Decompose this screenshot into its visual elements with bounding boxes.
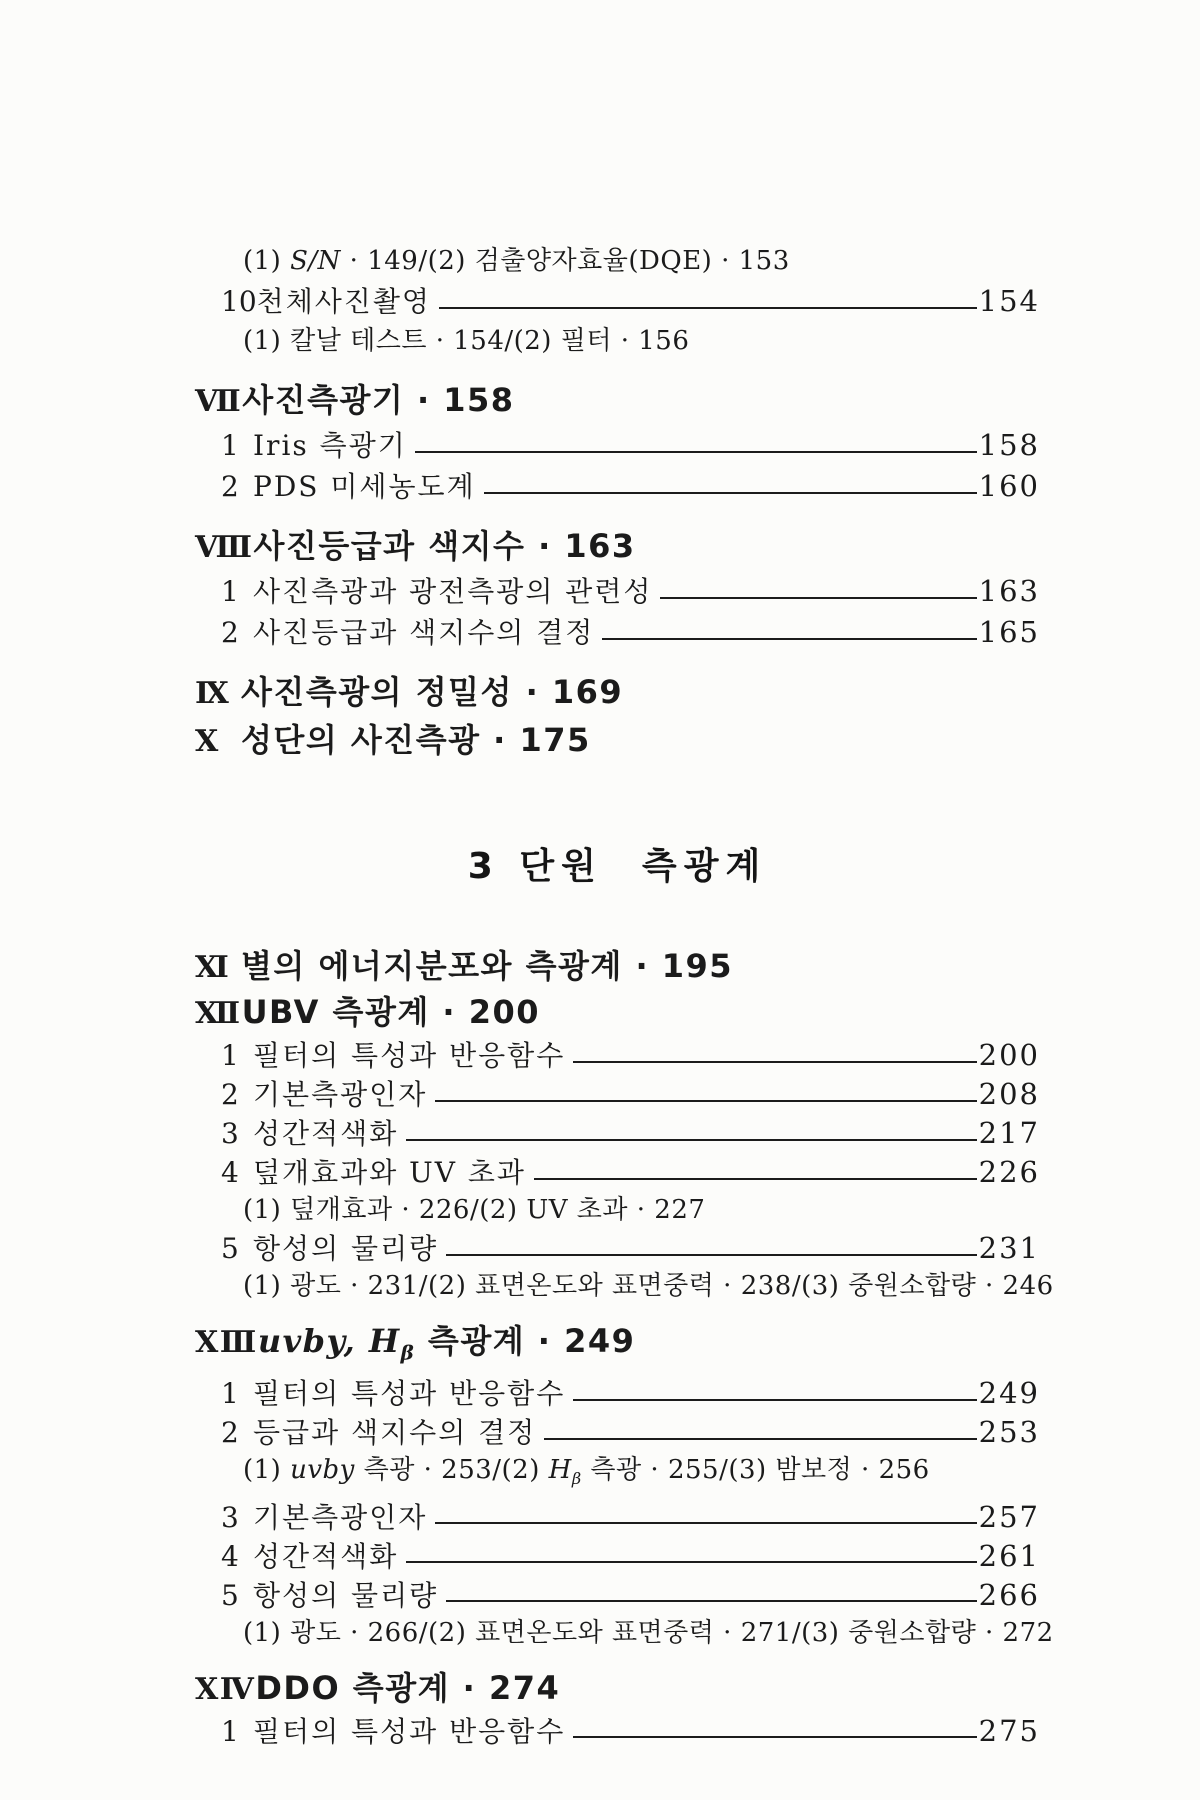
toc-chapter-row (195, 523, 1040, 571)
entry-title (254, 523, 636, 569)
toc-section-unit-3 (195, 930, 1054, 1751)
title-text: · 149/(2) 검출양자효율(DQE) · 153 (340, 246, 790, 276)
entry-title (243, 1615, 1054, 1652)
title-text: 필터의 특성과 반응함수 (253, 1377, 566, 1411)
entry-title (253, 572, 652, 612)
toc-item-row (221, 1537, 1040, 1576)
chapter-numeral: Ⅷ (195, 530, 254, 565)
toc-item-row (221, 1576, 1040, 1615)
leader-line (660, 597, 976, 599)
toc-item-row (221, 1712, 1040, 1751)
title-text: uvby (290, 1455, 355, 1486)
toc-item-row (221, 1498, 1040, 1537)
title-text: (1) 광도 · 266/(2) 표면온도와 표면중력 · 271/(3) 중원소합량 · 272 (243, 1617, 1054, 1648)
title-text: 성단의 사진측광 · 175 (241, 721, 591, 759)
toc-subitem-row (243, 1268, 1054, 1305)
chapter-numeral: Ⅸ (195, 676, 231, 711)
page-number: 275 (978, 1713, 1040, 1748)
toc-chapter-row (195, 377, 1040, 425)
leader-line (439, 307, 977, 309)
title-text: 덮개효과와 UV 초과 (253, 1156, 526, 1189)
item-number: 4 (221, 1539, 239, 1573)
item-number: 5 (221, 1232, 239, 1265)
toc-subitem-row (243, 1615, 1054, 1652)
unit-3-heading: 3 단원 측광계 (467, 846, 768, 887)
page-number: 253 (978, 1415, 1040, 1450)
page-number: 163 (978, 574, 1040, 608)
leader-line (406, 1139, 976, 1141)
toc-subitem-row (243, 242, 1040, 281)
title-text: (1) 칼날 테스트 · 154/(2) 필터 · 156 (243, 326, 690, 356)
title-text: 천체사진촬영 (256, 285, 431, 318)
entry-title (241, 717, 591, 763)
entry-title (253, 1499, 427, 1537)
page-number: 158 (978, 428, 1040, 462)
entry-title (253, 1230, 438, 1268)
toc-subitem-row (243, 322, 1040, 361)
title-text: (1) (243, 1455, 291, 1486)
page-number: 266 (978, 1577, 1040, 1612)
leader-line (446, 1600, 976, 1602)
toc-item-row (221, 425, 1040, 466)
title-text: 성간적색화 (253, 1117, 399, 1150)
item-number: 10 (221, 285, 257, 318)
chapter-numeral: Ⅹ (195, 724, 220, 759)
entry-title (243, 1452, 930, 1497)
title-text: PDS 미세농도계 (253, 470, 476, 503)
title-text: 별의 에너지분포와 측광계 · 195 (241, 947, 734, 985)
leader-line (573, 1736, 976, 1738)
leader-line (435, 1522, 976, 1524)
page-number: 249 (978, 1376, 1040, 1411)
title-text: (1) 덮개효과 · 226/(2) UV 초과 · 227 (243, 1195, 706, 1225)
toc-chapter-row (195, 1319, 1040, 1374)
toc-item-row (221, 1374, 1040, 1413)
entry-title (243, 242, 790, 281)
entry-title (253, 1538, 398, 1576)
page-number: 231 (978, 1231, 1040, 1265)
item-number: 2 (221, 1078, 239, 1111)
toc-chapter-row (195, 1666, 1040, 1712)
title-text: 사진측광기 · 158 (242, 381, 515, 419)
entry-title (242, 377, 514, 423)
entry-title (253, 1154, 526, 1192)
item-number: 1 (221, 1039, 239, 1072)
page-number: 257 (978, 1499, 1040, 1534)
toc-subitem-row (243, 1192, 1040, 1229)
toc-item-row (221, 281, 1040, 322)
title-text: 측광 · 253/(2) (354, 1455, 549, 1486)
item-number: 3 (221, 1500, 239, 1534)
toc-item-row (221, 1036, 1040, 1075)
title-text: 필터의 특성과 반응함수 (253, 1039, 566, 1072)
item-number: 2 (221, 616, 239, 649)
leader-line (415, 451, 977, 453)
leader-line (406, 1561, 976, 1563)
title-text: 기본측광인자 (253, 1500, 428, 1534)
entry-title (242, 990, 540, 1034)
toc-item-row (221, 1153, 1040, 1192)
item-number: 2 (221, 470, 239, 503)
title-text: 기본측광인자 (253, 1078, 428, 1111)
page-number: 154 (978, 284, 1040, 318)
page-number: 217 (978, 1116, 1040, 1150)
entry-title (253, 1577, 438, 1615)
title-text: uvby, (257, 1322, 369, 1360)
item-number: 2 (221, 1416, 239, 1450)
entry-title (243, 1268, 1054, 1305)
chapter-numeral: ⅩⅢ (195, 1325, 258, 1360)
entry-title (257, 282, 431, 322)
leader-line (573, 1399, 976, 1401)
entry-title (253, 613, 594, 653)
toc-chapter-row (195, 944, 1040, 990)
title-text: 사진등급과 색지수의 결정 (253, 616, 595, 649)
title-text: H (548, 1455, 572, 1486)
entry-title (253, 467, 476, 507)
entry-title (241, 944, 733, 988)
item-number: 1 (221, 429, 239, 462)
title-text: 측광계 · 249 (415, 1322, 636, 1360)
title-text: H (368, 1322, 401, 1360)
entry-title (253, 1076, 427, 1114)
leader-line (544, 1438, 976, 1440)
toc-item-row (221, 612, 1040, 653)
toc-item-row (221, 1229, 1040, 1268)
entry-title (253, 1115, 398, 1153)
item-number: 3 (221, 1117, 239, 1150)
chapter-numeral: ⅩⅣ (195, 1671, 256, 1707)
page-number: 200 (978, 1038, 1040, 1072)
title-text: DDO 측광계 · 274 (255, 1668, 561, 1707)
leader-line (446, 1254, 976, 1256)
toc-item-row (221, 1114, 1040, 1153)
title-text: 성간적색화 (253, 1539, 399, 1573)
chapter-numeral: Ⅺ (195, 950, 231, 985)
entry-title (241, 669, 623, 715)
entry-title (255, 1666, 560, 1710)
toc-item-row (221, 1413, 1040, 1452)
toc-chapter-row (195, 717, 1040, 765)
leader-line (435, 1100, 976, 1102)
leader-line (534, 1178, 977, 1180)
title-text: β (571, 1469, 582, 1489)
toc-item-row (221, 571, 1040, 612)
page-number: 226 (978, 1155, 1040, 1189)
entry-title (253, 1037, 565, 1075)
title-text: 필터의 특성과 반응함수 (253, 1714, 566, 1748)
entry-title (243, 1192, 705, 1229)
item-number: 1 (221, 575, 239, 608)
toc-item-row (221, 1075, 1040, 1114)
chapter-numeral: Ⅻ (195, 996, 242, 1031)
item-number: 1 (221, 1714, 239, 1748)
chapter-numeral: Ⅶ (195, 384, 243, 419)
entry-title (243, 322, 689, 361)
item-number: 4 (221, 1156, 239, 1189)
entry-title (253, 426, 407, 466)
item-number: 1 (221, 1377, 239, 1411)
title-text: S/N (290, 246, 341, 276)
title-text: 사진측광과 광전측광의 관련성 (253, 575, 653, 608)
title-text: (1) (243, 246, 291, 276)
page-number: 208 (978, 1077, 1040, 1111)
page-number: 160 (978, 469, 1040, 503)
toc-chapter-row (195, 669, 1040, 717)
page-number: 261 (978, 1538, 1040, 1573)
title-text: Iris 측광기 (253, 429, 407, 462)
page-number: 165 (978, 615, 1040, 649)
toc-chapter-row (195, 990, 1040, 1036)
toc-item-row (221, 466, 1040, 507)
toc-section-unit-2-continued (195, 242, 1040, 765)
title-text: 측광 · 255/(3) 밤보정 · 256 (581, 1455, 930, 1486)
item-number: 5 (221, 1578, 239, 1612)
entry-title (258, 1319, 636, 1374)
title-text: 사진등급과 색지수 · 163 (253, 527, 636, 565)
title-text: β (400, 1340, 416, 1365)
leader-line (484, 492, 977, 494)
leader-line (573, 1061, 976, 1063)
entry-title (253, 1414, 536, 1452)
title-text: UBV 측광계 · 200 (241, 993, 541, 1031)
title-text: 항성의 물리량 (253, 1232, 439, 1265)
title-text: 사진측광의 정밀성 · 169 (241, 673, 624, 711)
leader-line (602, 638, 976, 640)
entry-title (253, 1375, 565, 1413)
toc-subitem-row (243, 1452, 1040, 1497)
title-text: 등급과 색지수의 결정 (253, 1416, 537, 1450)
entry-title (253, 1713, 565, 1751)
title-text: (1) 광도 · 231/(2) 표면온도와 표면중력 · 238/(3) 중원소합량 · 246 (243, 1271, 1054, 1301)
title-text: 항성의 물리량 (253, 1578, 439, 1612)
